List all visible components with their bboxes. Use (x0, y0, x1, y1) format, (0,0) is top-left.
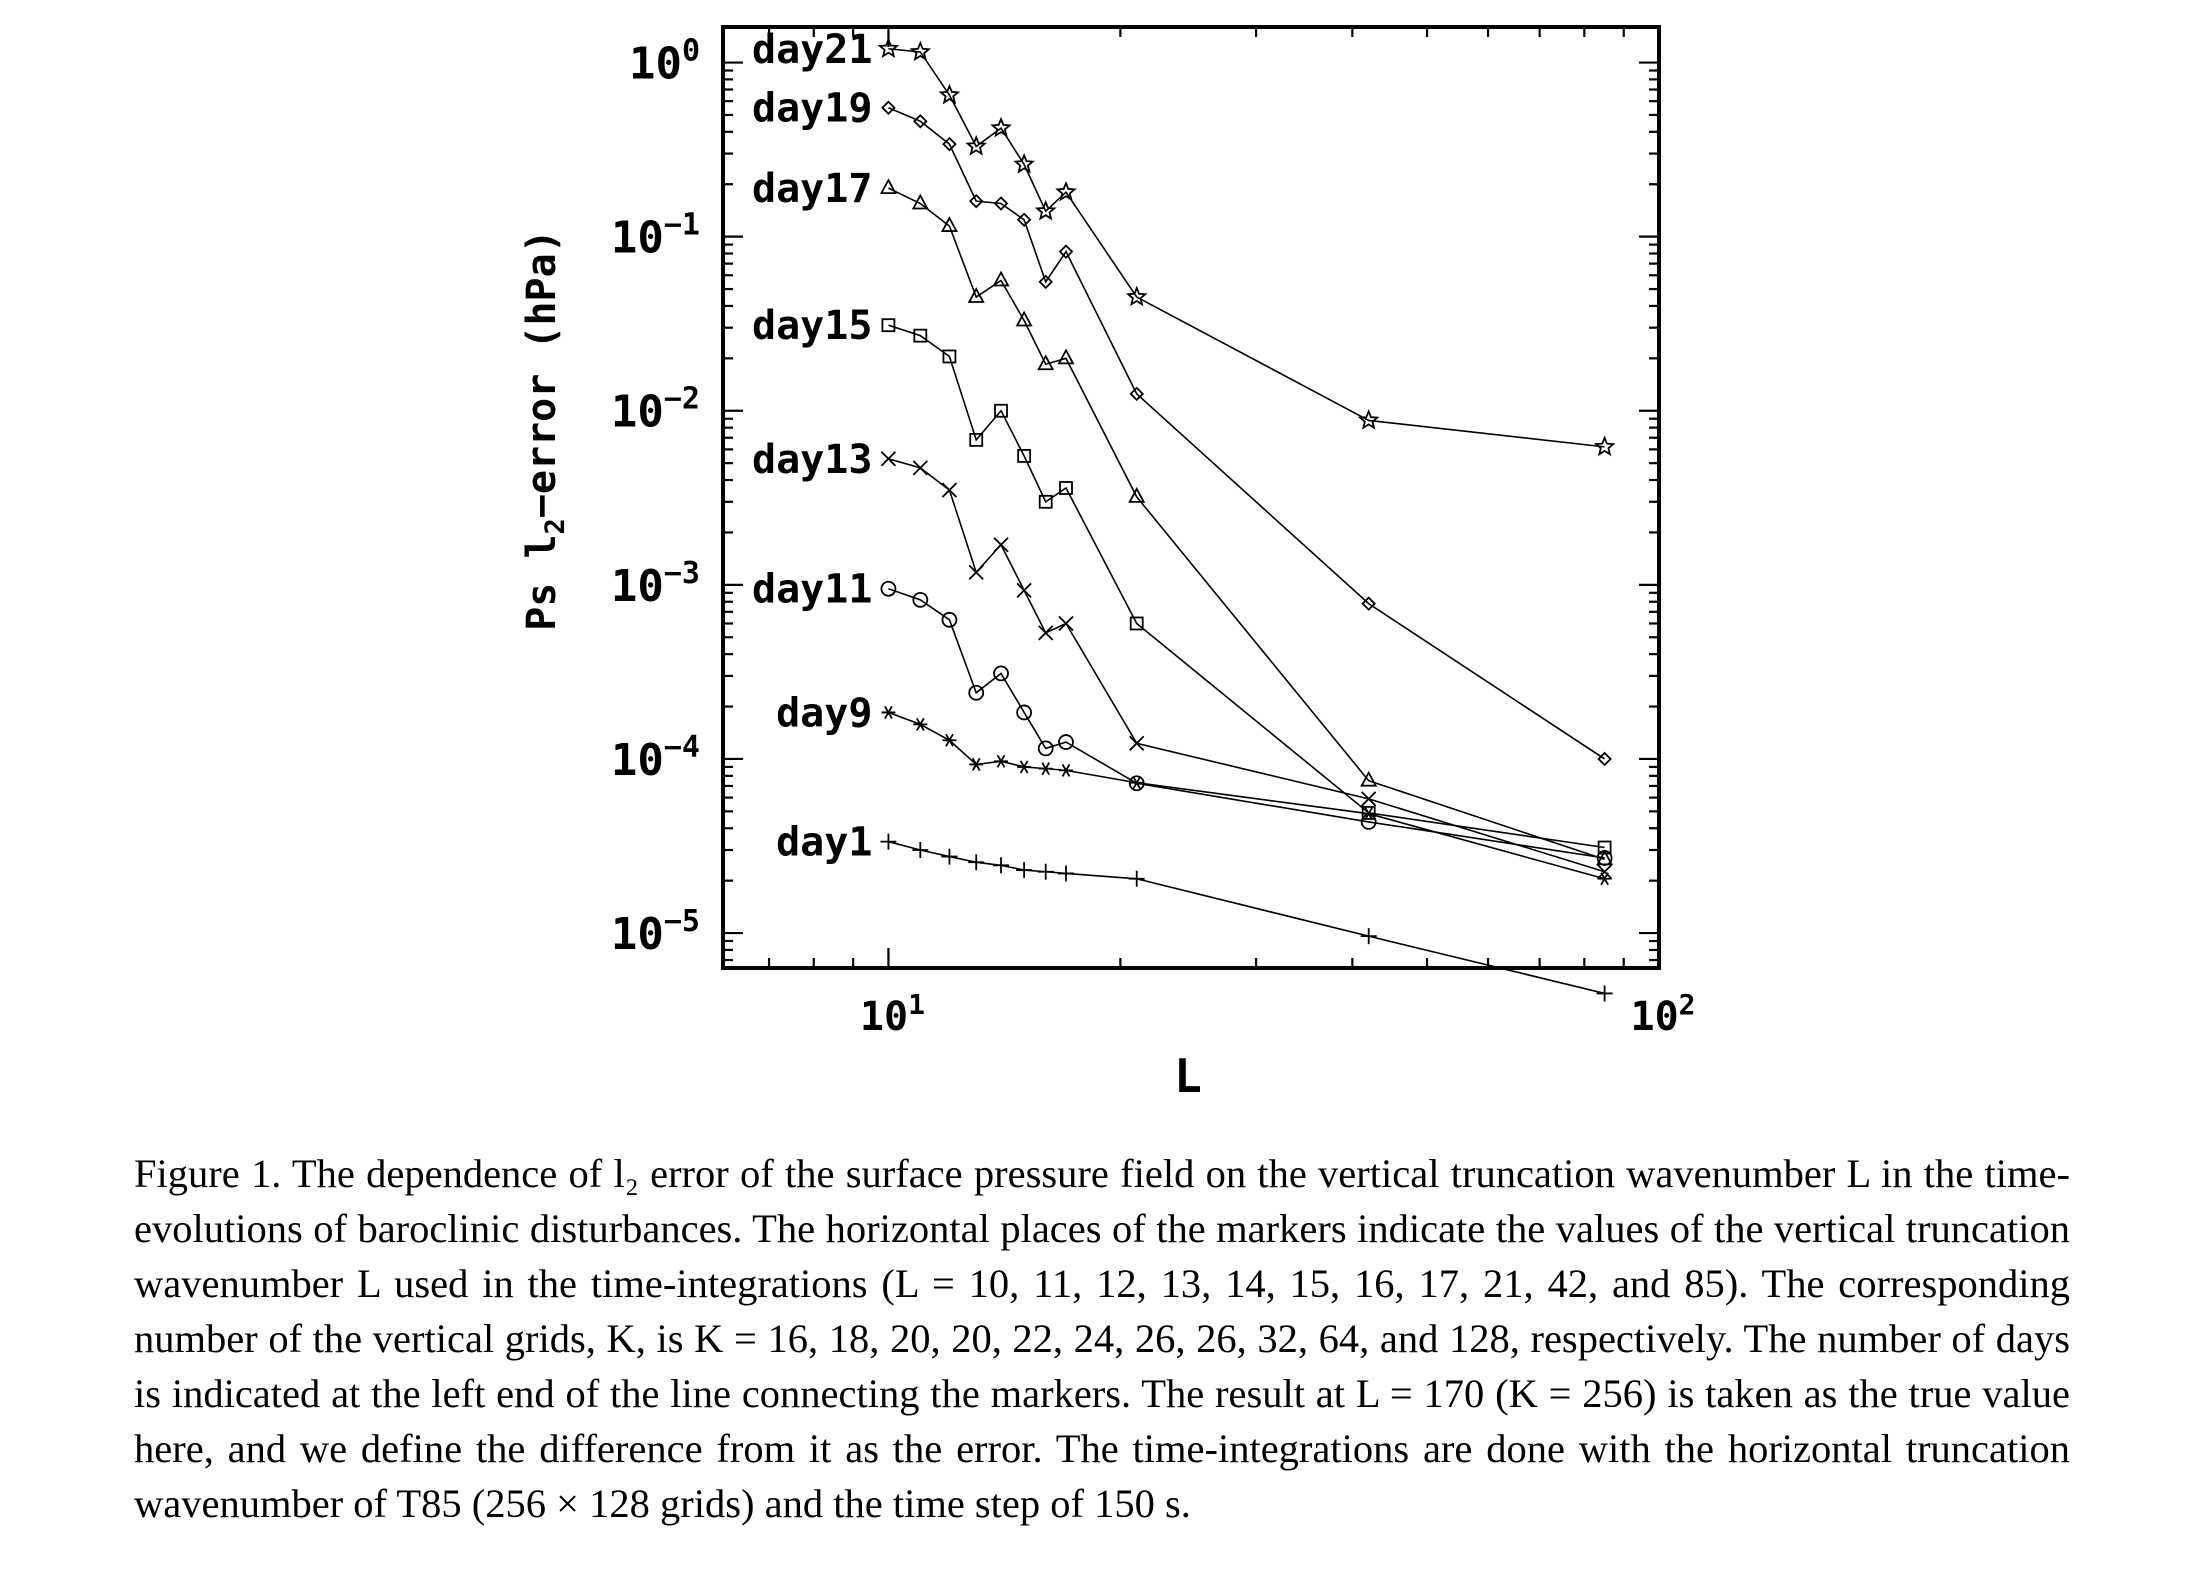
x-tick-label-exponent: 2 (1678, 988, 1696, 1021)
data-point-star (1596, 438, 1613, 454)
y-tick-label-exponent: −2 (663, 381, 700, 417)
caption-line: The dependence of l₂ error of the surface pressure field on the vertical truncation wavenumber L (291, 1151, 1870, 1196)
data-point-cross (881, 452, 895, 466)
y-tick-label-base: 10 (610, 212, 664, 264)
caption-line: in the time-evolutions of baroclinic disturbances. The horizontal places of the markers indicate the values of (134, 1151, 2070, 1251)
data-point-plus (880, 834, 896, 850)
series-day21 (880, 40, 1613, 454)
y-tick-label-exponent: −1 (663, 207, 700, 243)
y-tick-label-base: 10 (610, 909, 664, 961)
y-tick-label (629, 34, 700, 90)
series-label-day19: day19 (751, 85, 873, 132)
data-point-diamond (1599, 753, 1611, 765)
data-point-asterisk (1059, 764, 1073, 776)
x-tick-label (1630, 988, 1695, 1040)
x-tick-label (860, 988, 925, 1040)
x-tick-label-base: 10 (1630, 994, 1679, 1040)
series-label-day9: day9 (776, 690, 873, 737)
data-point-asterisk (994, 755, 1008, 767)
caption-line: and the time step of 150 s. (764, 1481, 1191, 1526)
y-tick-label-base: 10 (610, 734, 664, 786)
data-point-asterisk (1598, 873, 1612, 885)
data-point-asterisk (1039, 763, 1053, 775)
series-day19 (882, 102, 1610, 765)
y-axis-title-subscript: 2 (540, 518, 571, 535)
y-tick-label-base: 10 (610, 386, 664, 438)
series-label-day17: day17 (751, 166, 873, 213)
data-point-plus (1597, 985, 1613, 1001)
data-point-plus (968, 854, 984, 870)
data-point-asterisk (1017, 761, 1031, 773)
caption-line: and 85). The corresponding number of the vertical grids, K, is K = 16, 18, 20, 20, 22, 24, 26, 26, 32, 64, (134, 1261, 2071, 1361)
y-tick-label (611, 382, 700, 438)
series-line-day13 (888, 459, 1604, 872)
series-day11 (881, 582, 1611, 865)
x-axis-title: L (1174, 1049, 1202, 1103)
data-point-cross (1017, 583, 1031, 597)
data-point-cross (1039, 626, 1053, 640)
data-point-cross (1130, 736, 1144, 750)
data-point-star (912, 43, 929, 59)
data-point-plus (1058, 865, 1074, 881)
data-point-plus (1361, 928, 1377, 944)
caption-line: The result at L = 170 (K = 256) is taken as the true value here, and we define the difference from it as the (134, 1371, 2070, 1471)
series-day17 (881, 180, 1611, 864)
y-tick-label-exponent: 0 (681, 33, 700, 69)
series-line-day21 (888, 49, 1604, 447)
caption-line: error. The time-integrations are done with the horizontal truncation wavenumber of T85 (256 × 128 grids) (134, 1426, 2071, 1526)
caption-line: the vertical truncation wavenumber L used in the time-integrations (L = 10, 11, 12, 13, 14, 15, 16, 17, 21, 42, (134, 1206, 2071, 1306)
series-day15 (882, 319, 1610, 853)
series-label-day11: day11 (751, 566, 873, 613)
series-label-day15: day15 (751, 303, 873, 350)
figure-caption (134, 1146, 2070, 1531)
data-point-cross (913, 461, 927, 475)
y-tick-label-exponent: −5 (663, 904, 700, 940)
data-point-triangle (1059, 350, 1073, 363)
y-tick-label-base: 10 (628, 38, 682, 90)
data-point-plus (912, 842, 928, 858)
series-line-day9 (888, 712, 1604, 878)
caption-line: and 128, respectively. The number of days is indicated at the left end of the line connecting the markers. (134, 1316, 2071, 1416)
data-point-plus (1016, 862, 1032, 878)
data-point-cross (1059, 616, 1073, 630)
y-tick-label-base: 10 (610, 560, 664, 612)
data-point-asterisk (881, 706, 895, 718)
series-line-day11 (888, 589, 1604, 858)
data-point-triangle (942, 218, 956, 231)
data-point-cross (942, 483, 956, 497)
y-tick-label-exponent: −4 (663, 729, 700, 765)
series-day9 (881, 706, 1611, 884)
y-tick-label (611, 904, 700, 960)
series-labels (752, 27, 872, 866)
data-point-plus (1129, 871, 1145, 887)
y-axis-title-prefix: Ps l (519, 534, 565, 631)
data-point-asterisk (913, 718, 927, 730)
data-point-cross (1362, 792, 1376, 806)
y-tick-label (611, 208, 700, 264)
x-tick-label-base: 10 (859, 994, 909, 1040)
y-tick-label (611, 730, 700, 786)
series-label-day21: day21 (751, 26, 873, 73)
series-day13 (881, 452, 1611, 879)
series-label-day1: day1 (776, 819, 873, 866)
y-tick-label-exponent: −3 (663, 555, 700, 591)
figure-label: Figure 1. (134, 1151, 282, 1196)
data-point-plus (1038, 864, 1054, 880)
data-point-plus (941, 849, 957, 865)
y-axis-title-suffix: −error (hPa) (519, 229, 565, 519)
x-tick-label-exponent: 1 (908, 988, 925, 1021)
data-point-cross (969, 565, 983, 579)
y-tick-label (611, 556, 700, 612)
series-label-day13: day13 (751, 436, 873, 483)
series-layer (880, 40, 1613, 1002)
y-axis-title (519, 229, 571, 631)
data-point-cross (994, 538, 1008, 552)
series-day1 (880, 834, 1612, 1002)
series-line-day17 (888, 188, 1604, 859)
data-point-plus (993, 857, 1009, 873)
